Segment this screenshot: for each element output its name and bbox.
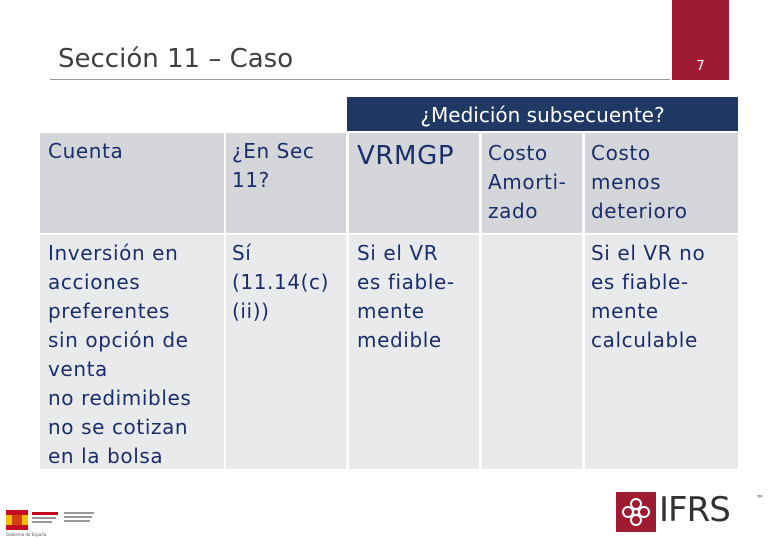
cell-costo-deterioro	[585, 235, 738, 469]
cell-en-sec	[226, 235, 346, 469]
cuenta-line: no se cotizan	[48, 415, 189, 439]
header-costo-deterioro	[585, 133, 738, 233]
ifrs-wordmark: IFRS	[659, 490, 730, 530]
gov-caption: Gobierno de España	[6, 532, 47, 537]
header-en-sec-line2: 11?	[232, 168, 270, 192]
cuenta-line: no redimibles	[48, 386, 192, 410]
vrmgp-line: es fiable-	[357, 270, 455, 294]
measurement-group-header: ¿Medición subsecuente?	[347, 97, 738, 131]
page-number-tab	[672, 0, 729, 80]
en-sec-line: (11.14(c)	[232, 270, 330, 294]
cell-costo-amortizado	[482, 235, 582, 469]
title-divider	[50, 79, 670, 80]
header-costo-amortizado-line3: zado	[488, 199, 539, 223]
cell-cuenta	[40, 235, 224, 469]
deterioro-line: es fiable-	[591, 270, 689, 294]
cuenta-line: en la bolsa	[48, 444, 164, 468]
cuenta-line: preferentes	[48, 299, 171, 323]
header-costo-deterioro-line1: Costo	[591, 141, 651, 165]
header-en-sec-line1: ¿En Sec	[232, 139, 315, 163]
government-logo	[2, 504, 104, 538]
cuenta-line: sin opción de	[48, 328, 189, 352]
header-vrmgp: VRMGP	[349, 133, 479, 233]
ifrs-rosette-icon	[616, 492, 656, 532]
header-costo-amortizado	[482, 133, 582, 233]
ifrs-trademark: ™	[756, 494, 764, 503]
vrmgp-line: mente	[357, 299, 425, 323]
cuenta-line: acciones	[48, 270, 141, 294]
cell-vrmgp	[349, 235, 479, 469]
vrmgp-line: Si el VR	[357, 241, 439, 265]
en-sec-line: Sí	[232, 241, 252, 265]
page-number: 7	[696, 59, 705, 74]
deterioro-line: Si el VR no	[591, 241, 706, 265]
header-costo-amortizado-line2: Amorti-	[488, 170, 567, 194]
spain-emblem-icon	[2, 504, 102, 532]
cuenta-line: Inversión en	[48, 241, 179, 265]
deterioro-line: calculable	[591, 328, 698, 352]
slide-title: Sección 11 – Caso	[58, 44, 294, 74]
cuenta-line: venta	[48, 357, 108, 381]
en-sec-line: (ii))	[232, 299, 270, 323]
deterioro-line: mente	[591, 299, 659, 323]
header-costo-deterioro-line3: deterioro	[591, 199, 688, 223]
header-costo-amortizado-line1: Costo	[488, 141, 548, 165]
header-cuenta: Cuenta	[40, 133, 224, 233]
ifrs-logo	[616, 492, 768, 532]
header-costo-deterioro-line2: menos	[591, 170, 662, 194]
header-en-sec	[226, 133, 346, 233]
vrmgp-line: medible	[357, 328, 442, 352]
